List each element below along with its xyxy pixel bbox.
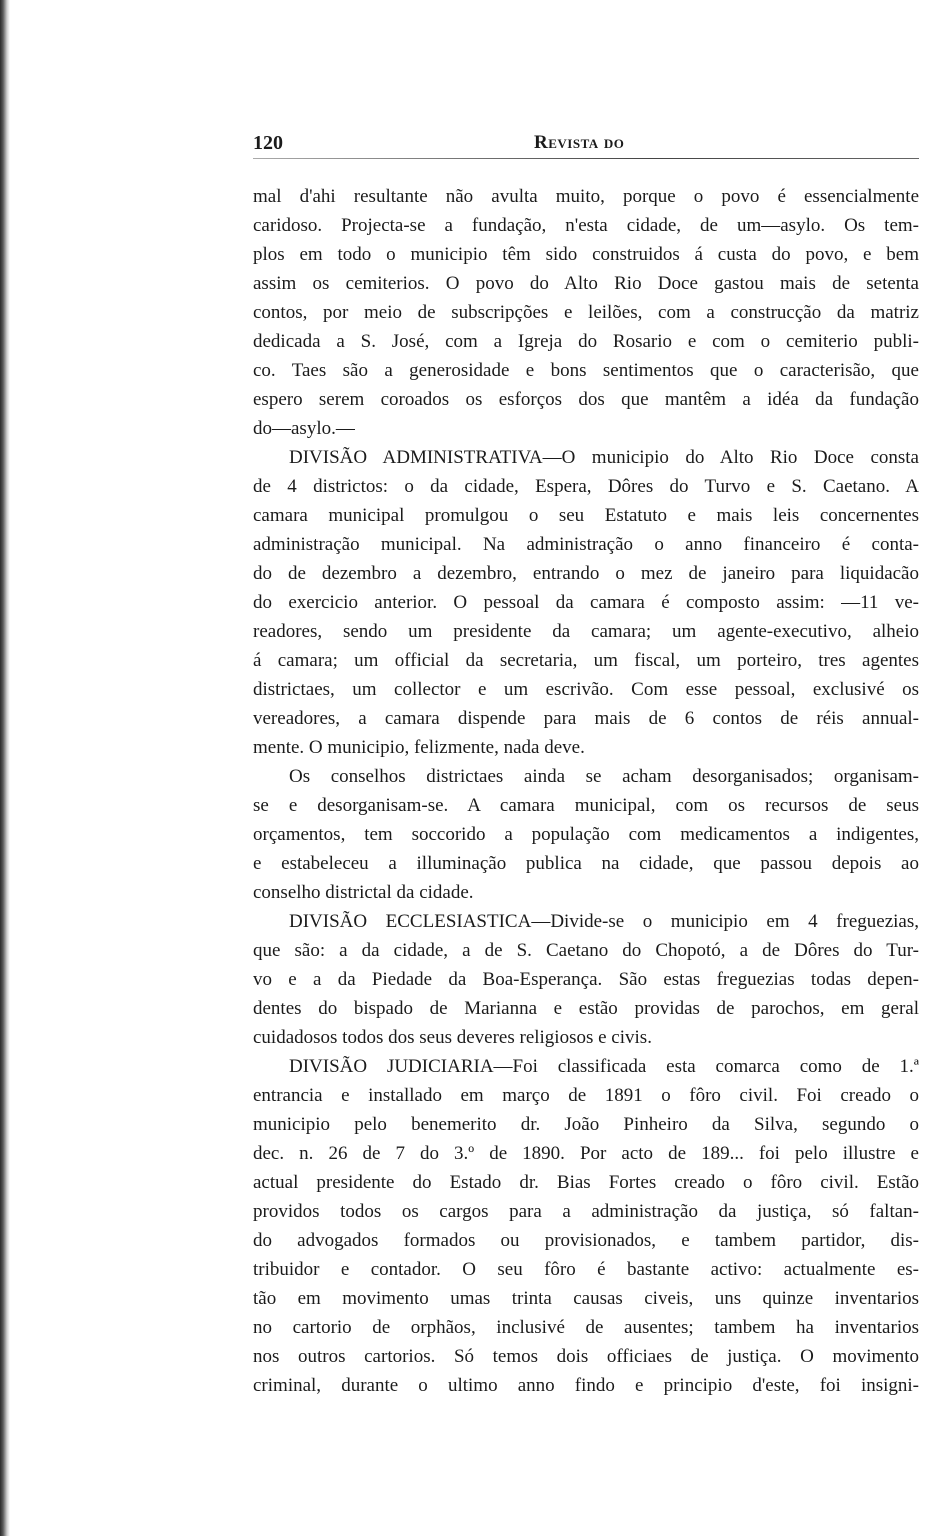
text-line: DIVISÃO JUDICIARIA—Foi classificada esta comarca como de 1.ª — [289, 1056, 919, 1077]
text-line: e estabeleceu a illuminação publica na cidade, que passou depois ao — [253, 853, 919, 874]
text-line: entrancia e installado em março de 1891 o fôro civil. Foi creado o — [253, 1085, 919, 1106]
text-line: DIVISÃO ADMINISTRATIVA—O municipio do Alto Rio Doce consta — [289, 447, 919, 468]
text-line: actual presidente do Estado dr. Bias Fortes creado o fôro civil. Estão — [253, 1172, 919, 1193]
text-line: camara municipal promulgou o seu Estatuto e mais leis concernentes — [253, 505, 919, 526]
body-text — [253, 182, 919, 1400]
text-line: do de dezembro a dezembro, entrando o mez de janeiro para liquidacão — [253, 563, 919, 584]
text-line: espero serem coroados os esforços dos que mantêm a idéa da fundação — [253, 389, 919, 410]
text-line: do—asylo.— — [253, 418, 355, 439]
text-line: no cartorio de orphãos, inclusivé de ausentes; tambem ha inventarios — [253, 1317, 919, 1338]
text-line: criminal, durante o ultimo anno findo e principio d'este, foi insigni- — [253, 1375, 919, 1396]
text-line: vereadores, a camara dispende para mais de 6 contos de réis annual- — [253, 708, 919, 729]
text-line: dentes do bispado de Marianna e estão providas de parochos, em geral — [253, 998, 919, 1019]
text-line: nos outros cartorios. Só temos dois officiaes de justiça. O movimento — [253, 1346, 919, 1367]
text-line: assim os cemiterios. O povo do Alto Rio Doce gastou mais de setenta — [253, 273, 919, 294]
text-line: orçamentos, tem soccorido a população com medicamentos a indigentes, — [253, 824, 919, 845]
page-header — [253, 126, 919, 160]
text-line: co. Taes são a generosidade e bons sentimentos que o caracterisão, que — [253, 360, 919, 381]
text-line: dedicada a S. José, com a Igreja do Rosario e com o cemiterio publi- — [253, 331, 919, 352]
text-line: dec. n. 26 de 7 do 3.º de 1890. Por acto de 189... foi pelo illustre e — [253, 1143, 919, 1164]
text-line: de 4 districtos: o da cidade, Espera, Dôres do Turvo e S. Caetano. A — [253, 476, 919, 497]
text-line: caridoso. Projecta-se a fundação, n'esta cidade, de um—asylo. Os tem- — [253, 215, 919, 236]
text-line: cuidadosos todos dos seus deveres religiosos e civis. — [253, 1027, 652, 1048]
text-line: se e desorganisam-se. A camara municipal, com os recursos de seus — [253, 795, 919, 816]
page-number: 120 — [253, 132, 283, 154]
text-line: mal d'ahi resultante não avulta muito, porque o povo é essencialmente — [253, 186, 919, 207]
text-line: conselho districtal da cidade. — [253, 882, 474, 903]
text-line: plos em todo o municipio têm sido construidos á custa do povo, e bem — [253, 244, 919, 265]
text-line: administração municipal. Na administração o anno financeiro é conta- — [253, 534, 919, 555]
text-line: DIVISÃO ECCLESIASTICA—Divide-se o municipio em 4 freguezias, — [289, 911, 919, 932]
book-spine-shadow — [0, 0, 10, 1536]
text-line: districtaes, um collector e um escrivão. Com esse pessoal, exclusivé os — [253, 679, 919, 700]
text-line: do advogados formados ou provisionados, e tambem partidor, dis- — [253, 1230, 919, 1251]
text-line: municipio pelo benemerito dr. João Pinheiro da Silva, segundo o — [253, 1114, 919, 1135]
text-line: Os conselhos districtaes ainda se acham desorganisados; organisam- — [289, 766, 919, 787]
header-rule — [253, 158, 919, 159]
text-line: mente. O municipio, felizmente, nada deve. — [253, 737, 585, 758]
text-line: tribuidor e contador. O seu fôro é bastante activo: actualmente es- — [253, 1259, 919, 1280]
text-line: contos, por meio de subscripções e leilões, com a construcção da matriz — [253, 302, 919, 323]
text-line: do exercicio anterior. O pessoal da camara é composto assim: —11 ve- — [253, 592, 919, 613]
text-line: providos todos os cargos para a administração da justiça, só faltan- — [253, 1201, 919, 1222]
text-line: que são: a da cidade, a de S. Caetano do Chopotó, a de Dôres do Tur- — [253, 940, 919, 961]
text-line: vo e a da Piedade da Boa-Esperança. São estas freguezias todas depen- — [253, 969, 919, 990]
running-title: Revista do — [534, 132, 625, 153]
text-line: á camara; um official da secretaria, um fiscal, um porteiro, tres agentes — [253, 650, 919, 671]
text-line: tão em movimento umas trinta causas civeis, uns quinze inventarios — [253, 1288, 919, 1309]
text-line: readores, sendo um presidente da camara; um agente-executivo, alheio — [253, 621, 919, 642]
